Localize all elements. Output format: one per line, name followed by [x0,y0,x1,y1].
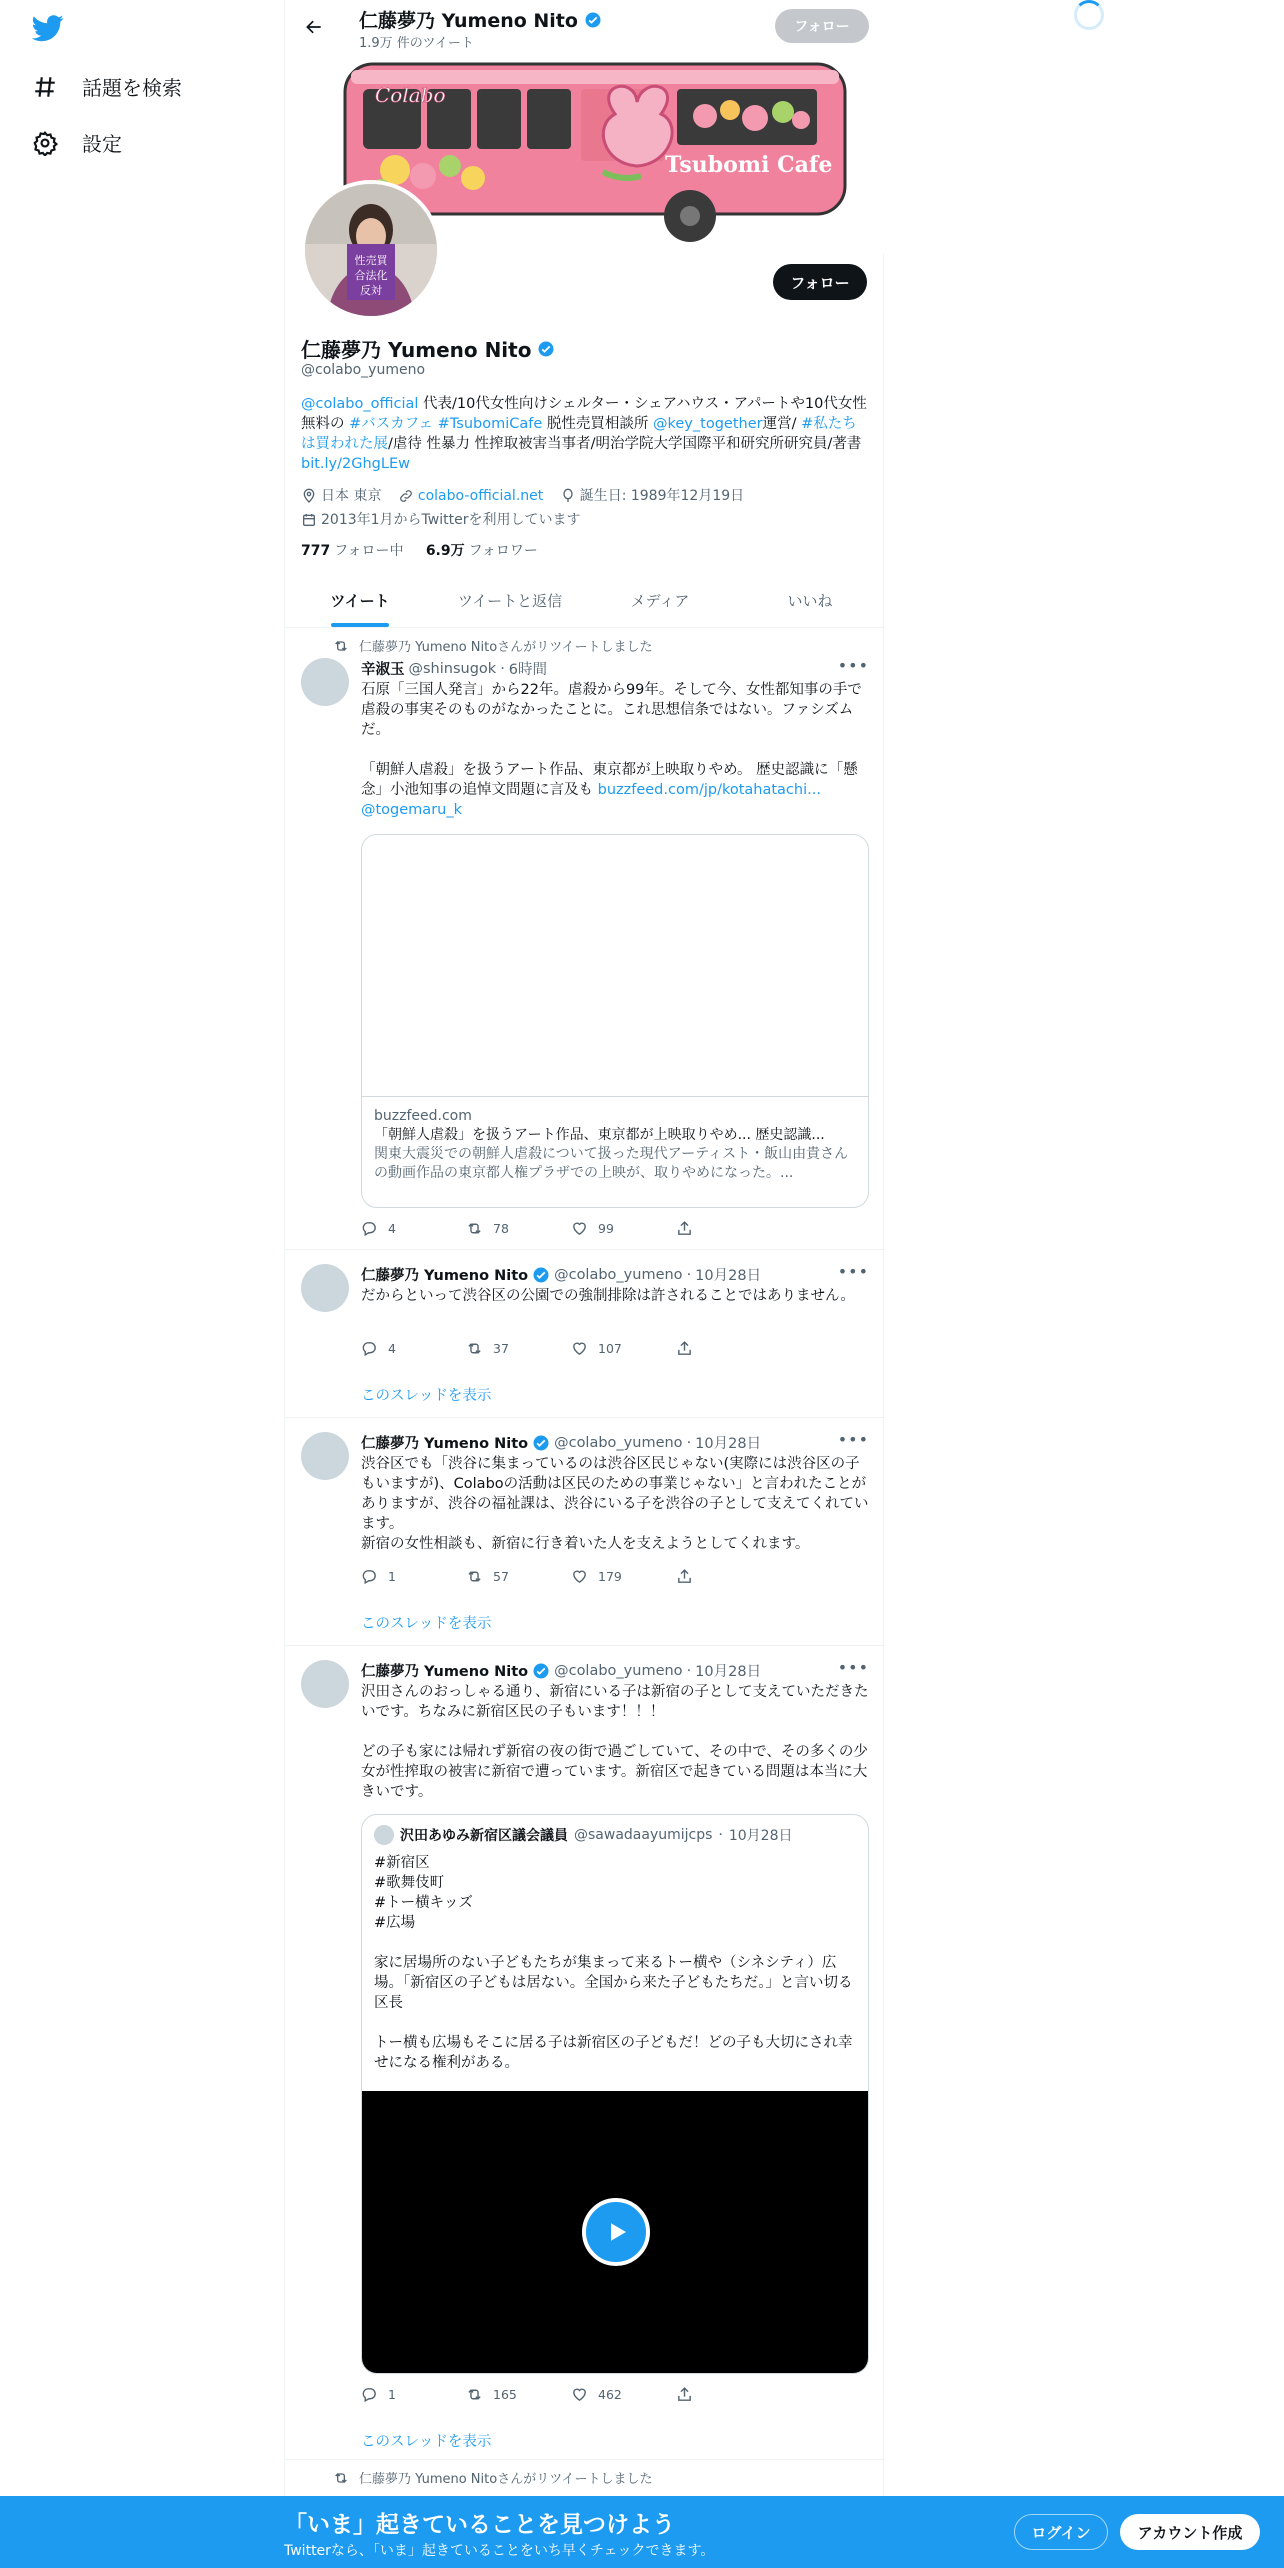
website-link[interactable]: colabo-official.net [417,488,544,504]
tweet-separator: · [500,660,505,677]
reply-button[interactable] [361,1568,466,1585]
reply-count: 4 [388,1221,396,1236]
login-button[interactable]: ログイン [1014,2514,1108,2550]
show-thread-link[interactable]: このスレッドを表示 [361,1616,492,1632]
share-button[interactable] [676,1568,781,1585]
like-count: 107 [598,1341,622,1356]
reply-button[interactable] [361,1220,466,1237]
retweet-count: 78 [493,1221,509,1236]
tweet-text: 渋谷区でも「渋谷に集まっているのは渋谷区民じゃない(実際には渋谷区の子もいますが)、Colaboの活動は区民のための事業じゃない」と言われたことがありますが、渋谷の福祉課は、渋谷にいる子を渋谷の子として支えてくれています。 新宿の女性相談も、新宿に行き着いた人を支えようとしてくれます。 [361,1456,869,1552]
tweet-author-name[interactable]: 仁藤夢乃 Yumeno Nito [361,1268,529,1284]
bio-hashtag-exhibition[interactable]: #私たちは買われた展 [301,416,857,452]
tweet-actions [361,1340,781,1357]
profile-bio [301,394,867,474]
profile-stats [301,540,538,560]
retweet-icon [466,2386,483,2403]
heart-icon [571,1340,588,1357]
bio-text: 脱性売買相談所 [542,416,653,432]
tweet-header [361,658,547,679]
verified-badge-icon [532,1434,550,1452]
following-count: 777 [301,543,331,559]
tweet-actions [361,1220,781,1237]
avatar-photo [305,184,437,316]
gear-icon [32,130,58,156]
reply-button[interactable] [361,2386,466,2403]
tab-tweets[interactable]: ツイート [285,574,435,627]
tweet-header [361,1264,761,1285]
profile-birthday [560,486,744,506]
retweet-icon [333,638,349,654]
tweet-header [361,1660,761,1681]
share-button[interactable] [676,2386,781,2403]
profile-column [284,0,884,2568]
retweet-count: 37 [493,1341,509,1356]
like-count: 179 [598,1569,622,1584]
link-preview-card[interactable] [361,834,869,1208]
quote-time: 10月28日 [728,1828,793,1844]
tweet-time[interactable]: 10月28日 [695,1268,762,1284]
card-image [362,835,868,1097]
followers-count: 6.9万 [425,543,465,559]
bio-mention-key-together[interactable]: @key_together [653,416,763,432]
signup-prompt-subtitle: Twitterなら、「いま」起きていることをいち早くチェックできます。 [284,2543,715,2559]
header-name-text: 仁藤夢乃 Yumeno Nito [359,10,578,32]
retweet-button[interactable] [466,1568,571,1585]
banner-brand-left: Colabo [375,83,446,107]
bio-text: 代表/10代女性向けシェルター・シェアハウス・アパートや10代女性無料の [301,396,867,432]
quote-text: #新宿区 #歌舞伎町 #トー横キッズ #広場 家に居場所のない子どもたちが集まって来るトー横や（シネシティ）広場。「新宿区の子どもは居ない。全国から来た子どもたちだ。」と言い切る区長 トー横も広場もそこに居る子は新宿区の子どもだ！どの子も大切にされ幸せになる権利がある。 [374,1855,853,2071]
nav-explore-label: 話題を検索 [82,76,182,100]
retweet-icon [466,1220,483,1237]
quote-tweet[interactable] [361,1814,869,2374]
banner-brand-right: Tsubomi Cafe [665,152,833,178]
nav-settings-label: 設定 [82,132,122,156]
tweet-author-name[interactable]: 辛淑玉 [361,662,405,678]
link-icon [398,488,414,504]
quote-header [374,1825,793,1845]
tweet-text: だからといって渋谷区の公園での強制排除は許されることではありません。 [361,1288,855,1304]
avatar[interactable] [301,1264,349,1312]
tweet-header [361,1432,761,1453]
hashtag-icon [32,74,58,100]
avatar[interactable] [301,1660,349,1708]
following-label: フォロー中 [334,543,404,559]
retweet-button[interactable] [466,1340,571,1357]
tweet-separator: · [686,1662,692,1679]
tweet-author-handle: @shinsugok [408,660,497,677]
left-navigation [0,0,284,2568]
reply-icon [361,1568,378,1585]
retweet-context [333,2468,653,2487]
tweet-text-body: 石原「三国人発言」から22年。虐殺から99年。そして今、女性都知事の手で虐殺の事実そのものがなかったことに。これ思想信条ではない。ファシズムだ。 「朝鮮人虐殺」を扱うアート作品、東京都が上映取りやめ。 歴史認識に「懸念」小池知事の追悼文問題に言及も [361,682,862,798]
reply-icon [361,1340,378,1357]
bio-hashtag-tsubomicafe[interactable]: #TsubomiCafe [437,416,543,432]
tweet-mention[interactable]: @togemaru_k [361,802,462,818]
retweet-button[interactable] [466,2386,571,2403]
retweet-icon [466,1340,483,1357]
profile-handle: @colabo_yumeno [301,362,426,378]
tweet-separator: · [686,1266,692,1283]
location-pin-icon [301,488,317,504]
quote-separator: · [718,1827,723,1843]
play-icon[interactable] [582,2198,650,2266]
retweet-button[interactable] [466,1220,571,1237]
retweet-count: 165 [493,2387,517,2402]
tweet-actions [361,2386,781,2403]
tweet[interactable] [285,1250,885,1418]
location-text: 日本 東京 [321,488,382,504]
profile-meta [301,486,867,534]
reply-count: 1 [388,1569,396,1584]
card-domain: buzzfeed.com [374,1108,472,1124]
followers-link[interactable] [426,543,538,559]
like-button[interactable] [571,1568,676,1585]
retweet-context-text: 仁藤夢乃 Yumeno Nitoさんがリツイートしました [359,2472,653,2487]
more-icon[interactable]: ••• [837,656,869,675]
profile-website[interactable] [398,486,543,506]
retweet-context-text: 仁藤夢乃 Yumeno Nitoさんがリツイートしました [359,640,653,655]
tweet-separator: · [686,1434,692,1451]
tab-likes[interactable]: いいね [787,592,833,610]
bio-hashtag-buscafe[interactable]: #バスカフェ [349,416,434,432]
tweet[interactable] [285,1418,885,1646]
tab-tweets-and-replies[interactable]: ツイートと返信 [457,592,563,610]
share-icon [676,1568,693,1585]
following-link[interactable] [301,543,404,559]
heart-icon [571,2386,588,2403]
reply-icon [361,2386,378,2403]
retweet-icon [466,1568,483,1585]
verified-badge-icon [584,11,602,29]
tweet[interactable] [285,628,885,1250]
profile-name [301,334,555,363]
avatar[interactable] [301,1432,349,1480]
balloon-icon [560,488,576,504]
heart-icon [571,1568,588,1585]
quote-author-name: 沢田あゆみ新宿区議会議員 [400,1828,568,1844]
more-icon[interactable]: ••• [837,1262,869,1281]
like-button[interactable] [571,1220,676,1237]
profile-header-bar [285,0,885,54]
retweet-context [333,636,653,655]
like-button[interactable] [571,1340,676,1357]
like-button[interactable] [571,2386,676,2403]
calendar-icon [301,512,317,528]
profile-avatar[interactable] [301,180,441,320]
reply-count: 4 [388,1341,396,1356]
follow-button[interactable]: フォロー [773,264,867,300]
show-thread-link[interactable]: このスレッドを表示 [361,2434,492,2450]
tweet-author-name[interactable]: 仁藤夢乃 Yumeno Nito [361,1436,529,1452]
tab-media[interactable]: メディア [630,592,690,610]
reply-icon [361,1220,378,1237]
tweet-text: 沢田さんのおっしゃる通り、新宿にいる子は新宿の子として支えていただきたいです。ちなみに新宿区民の子もいます！！！ どの子も家には帰れず新宿の夜の街で過ごしていて、その中で、その多くの少女が性搾取の被害に新宿で遭っています。新宿区で起きている問題は本当に大きいです。 [361,1684,869,1800]
loading-spinner-icon [1074,0,1104,30]
signup-button[interactable]: アカウント作成 [1120,2514,1260,2550]
signup-prompt-title: 「いま」起きていることを見つけよう [284,2512,675,2538]
tweet-link[interactable]: buzzfeed.com/jp/kotahatachi... [597,782,821,798]
verified-badge-icon [532,1662,550,1680]
retweet-count: 57 [493,1569,509,1584]
avatar-sign-line3: 反対 [360,284,382,297]
share-icon [676,1220,693,1237]
bio-link-book[interactable]: bit.ly/2GhgLEw [301,456,410,472]
profile-location [301,486,381,506]
share-icon [676,2386,693,2403]
verified-badge-icon [532,1266,550,1284]
card-description: 関東大震災での朝鮮人虐殺について扱った現代アーティスト・飯山由貴さんの動画作品の東京都人権プラザでの上映が、取りやめになった。... [374,1146,849,1181]
twitter-logo-icon[interactable] [32,12,68,48]
tweet-actions [361,1568,781,1585]
back-arrow-icon[interactable] [299,12,329,42]
verified-badge-icon [537,340,555,358]
retweet-icon [333,2470,349,2486]
reply-count: 1 [388,2387,396,2402]
tweet-author-handle: @colabo_yumeno [554,1662,683,1679]
birthday-text: 誕生日: 1989年12月19日 [579,488,745,504]
heart-icon [571,1220,588,1237]
tweet-author-handle: @colabo_yumeno [554,1266,683,1283]
card-title: 「朝鮮人虐殺」を扱うアート作品、東京都が上映取りやめ... 歴史認識... [374,1127,825,1143]
signup-prompt-bar [0,2496,1284,2568]
show-thread-link[interactable]: このスレッドを表示 [361,1388,492,1404]
share-button[interactable] [676,1340,781,1357]
more-icon[interactable]: ••• [837,1430,869,1449]
tweet-author-handle: @colabo_yumeno [554,1434,683,1451]
video-player[interactable] [362,2091,869,2373]
tweet-author-name[interactable]: 仁藤夢乃 Yumeno Nito [361,1664,529,1680]
tweet-time[interactable]: 10月28日 [695,1664,762,1680]
bio-text: /虐待 性暴力 性搾取被害当事者/明治学院大学国際平和研究所研究員/著書 [388,436,862,452]
quote-avatar [374,1825,394,1845]
quote-author-handle: @sawadaayumijcps [574,1827,713,1843]
profile-tabs [285,574,885,628]
nav-settings[interactable] [32,128,122,157]
avatar-sign-line2: 合法化 [354,269,388,282]
profile-name-text: 仁藤夢乃 Yumeno Nito [301,338,532,362]
share-icon [676,1340,693,1357]
tweet-text [361,680,869,820]
avatar[interactable] [301,658,349,706]
like-count: 462 [598,2387,622,2402]
more-icon[interactable]: ••• [837,1658,869,1677]
profile-joined [301,510,580,530]
bio-text: 運営/ [762,416,802,432]
followers-label: フォロワー [468,543,538,559]
reply-button[interactable] [361,1340,466,1357]
tweet-time[interactable]: 6時間 [508,662,548,678]
bio-mention-colabo[interactable]: @colabo_official [301,396,419,412]
tweet[interactable] [285,1646,885,2460]
joined-text: 2013年1月からTwitterを利用しています [321,512,581,528]
tweet-time[interactable]: 10月28日 [695,1436,762,1452]
nav-explore[interactable] [32,72,182,101]
header-profile-name [359,6,602,33]
share-button[interactable] [676,1220,781,1237]
header-tweet-count: 1.9万 件のツイート [359,36,474,51]
avatar-sign-line1: 性売買 [354,254,388,267]
header-follow-button[interactable]: フォロー [775,9,869,43]
like-count: 99 [598,1221,614,1236]
